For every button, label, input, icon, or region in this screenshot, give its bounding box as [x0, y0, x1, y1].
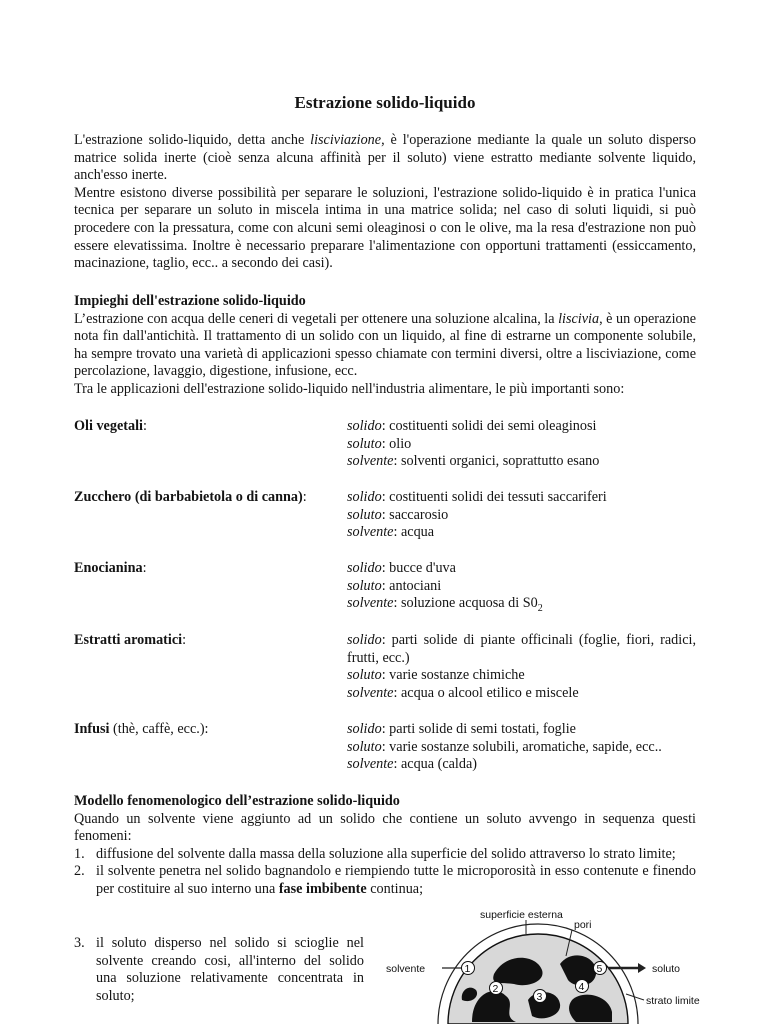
solido-line: solido: bucce d'uva — [347, 560, 456, 576]
soluto-line: soluto: olio — [347, 435, 412, 452]
impieghi-paragraph-2: Tra le applicazioni dell'estrazione solido-liquido nell'industria alimentare, le più importanti sono: — [74, 380, 625, 397]
application-values — [347, 632, 696, 702]
list-text: continua; — [366, 880, 424, 897]
label-superficie-esterna: superficie esterna — [480, 909, 563, 921]
step-2-label: 2 — [492, 983, 499, 995]
application-values — [347, 560, 696, 618]
solvente-line: solvente: acqua o alcool etilico e miscele — [347, 684, 579, 701]
list-item — [74, 863, 696, 898]
label-soluto: soluto — [652, 963, 681, 975]
page-title: Estrazione solido-liquido — [294, 93, 476, 112]
text: , è l'operazione mediante la quale un soluto disperso matrice solida inerte (cioè senza alcuna affinità per il soluto) viene estratto mediante solvente liquido, anch'esso inerte. — [74, 132, 696, 184]
modello-intro: Quando un solvente viene aggiunto ad un solido che contiene un soluto avvengo in sequenza questi fenomeni: — [74, 810, 696, 845]
step-3-marker — [534, 990, 547, 1004]
term-liscivia: liscivia — [558, 310, 600, 327]
solido-line: solido: costituenti solidi dei tessuti saccariferi — [347, 489, 607, 505]
text: L’estrazione con acqua delle ceneri di vegetali per ottenere una soluzione alcalina, la — [74, 310, 559, 327]
list-text: diffusione del solvente dalla massa della soluzione alla superficie del solido attraverso lo strato limite; — [96, 845, 676, 862]
step-5-label: 5 — [596, 963, 603, 975]
application-values — [347, 418, 696, 471]
solvente-line: solvente: acqua (calda) — [347, 756, 477, 773]
step-4-label: 4 — [578, 981, 585, 993]
modello-heading: Modello fenomenologico dell’estrazione solido-liquido — [74, 793, 400, 809]
label-strato-limite: strato limite — [646, 995, 700, 1007]
step-2-marker — [490, 982, 503, 996]
solvente-line: solvente: solventi organici, soprattutto esano — [347, 453, 600, 470]
impieghi-paragraph-1 — [74, 311, 696, 381]
diagram-svg — [376, 904, 706, 1024]
text: , è un operazione nota fin dall'antichità. Il trattamento di un solido con un liquido, al fine di estrarne un componente solubile, ha sempre trovato una varietà di applicazioni spesso chiamate con termini diversi, oltre a lisciviazione, come percolazione, lavaggio, digestione, infusione, ecc. — [74, 310, 697, 380]
extraction-diagram — [376, 904, 706, 1024]
step-1-label: 1 — [464, 963, 471, 975]
list-text: il solvente penetra nel solido bagnandolo e riempiendo tutte le microporosità in esso contenute e finendo per costituire al suo interno una — [96, 863, 696, 897]
soluto-line: soluto: varie sostanze chimiche — [347, 667, 525, 684]
soluto-line: soluto: varie sostanze solubili, aromatiche, sapide, ecc.. — [347, 738, 662, 755]
list-number: 3. — [74, 935, 85, 952]
solido-line: solido: parti solide di semi tostati, foglie — [347, 721, 576, 737]
solido-line: solido: costituenti solidi dei semi oleaginosi — [347, 418, 597, 434]
step-3-label: 3 — [536, 991, 543, 1003]
soluto-line: soluto: antociani — [347, 577, 442, 594]
impieghi-section — [74, 293, 696, 399]
intro-paragraph-1 — [74, 132, 696, 185]
intro-section — [74, 132, 696, 273]
application-values — [347, 721, 696, 774]
list-item — [74, 935, 364, 1005]
application-label: Infusi (thè, caffè, ecc.): — [74, 721, 209, 737]
modello-section — [74, 793, 696, 899]
soluto-line: soluto: saccarosio — [347, 506, 449, 523]
application-label: Estratti aromatici: — [74, 632, 187, 648]
list-item — [74, 846, 696, 864]
impieghi-heading: Impieghi dell'estrazione solido-liquido — [74, 293, 306, 309]
text: L'estrazione solido-liquido, detta anche — [74, 132, 311, 148]
application-label: Enocianina: — [74, 560, 147, 576]
subscript: 2 — [537, 603, 543, 615]
list-number: 1. — [74, 845, 85, 862]
term-fase-imbibente: fase imbibente — [278, 880, 367, 897]
step-5-marker — [594, 962, 607, 976]
label-pori: pori — [574, 919, 592, 931]
application-label: Zucchero (di barbabietola o di canna): — [74, 489, 307, 505]
list-number: 2. — [74, 863, 85, 880]
soluto-arrow-head — [638, 963, 646, 973]
list-text: il soluto disperso nel solido si scioglie nel solvente creando cosi, all'interno del solido una soluzione relativamente concentrata in soluto; — [96, 935, 364, 1004]
modello-section-cont — [74, 900, 364, 1006]
solvente-line: solvente: soluzione acquosa di $S0_2$ — [347, 595, 543, 615]
application-values — [347, 489, 696, 542]
solido-line: solido: parti solide di piante officinali (foglie, fiori, radici, frutti, ecc.) — [347, 632, 696, 666]
solvente-line: solvente: acqua — [347, 524, 435, 541]
step-1-marker — [462, 962, 475, 976]
intro-paragraph-2: Mentre esistono diverse possibilità per separare le soluzioni, l'estrazione solido-liquido è in pratica l'unica tecnica per separare un soluto in miscela intima in una matrice solida; nel caso di soluti liquidi, si può procedere con la pressatura, come con alcuni semi oleaginosi o con le olive, ma la resa d'estrazione non può essere elevatissima. Inoltre è necessario preparare l'alimentazione con opportuni trattamenti (essiccamento, macinazione, taglio, ecc.. a secondo dei casi). — [74, 184, 696, 272]
application-label: Oli vegetali: — [74, 418, 147, 434]
step-4-marker — [576, 980, 589, 994]
term-lisciviazione: lisciviazione — [310, 132, 382, 148]
label-solvente: solvente — [386, 963, 426, 975]
